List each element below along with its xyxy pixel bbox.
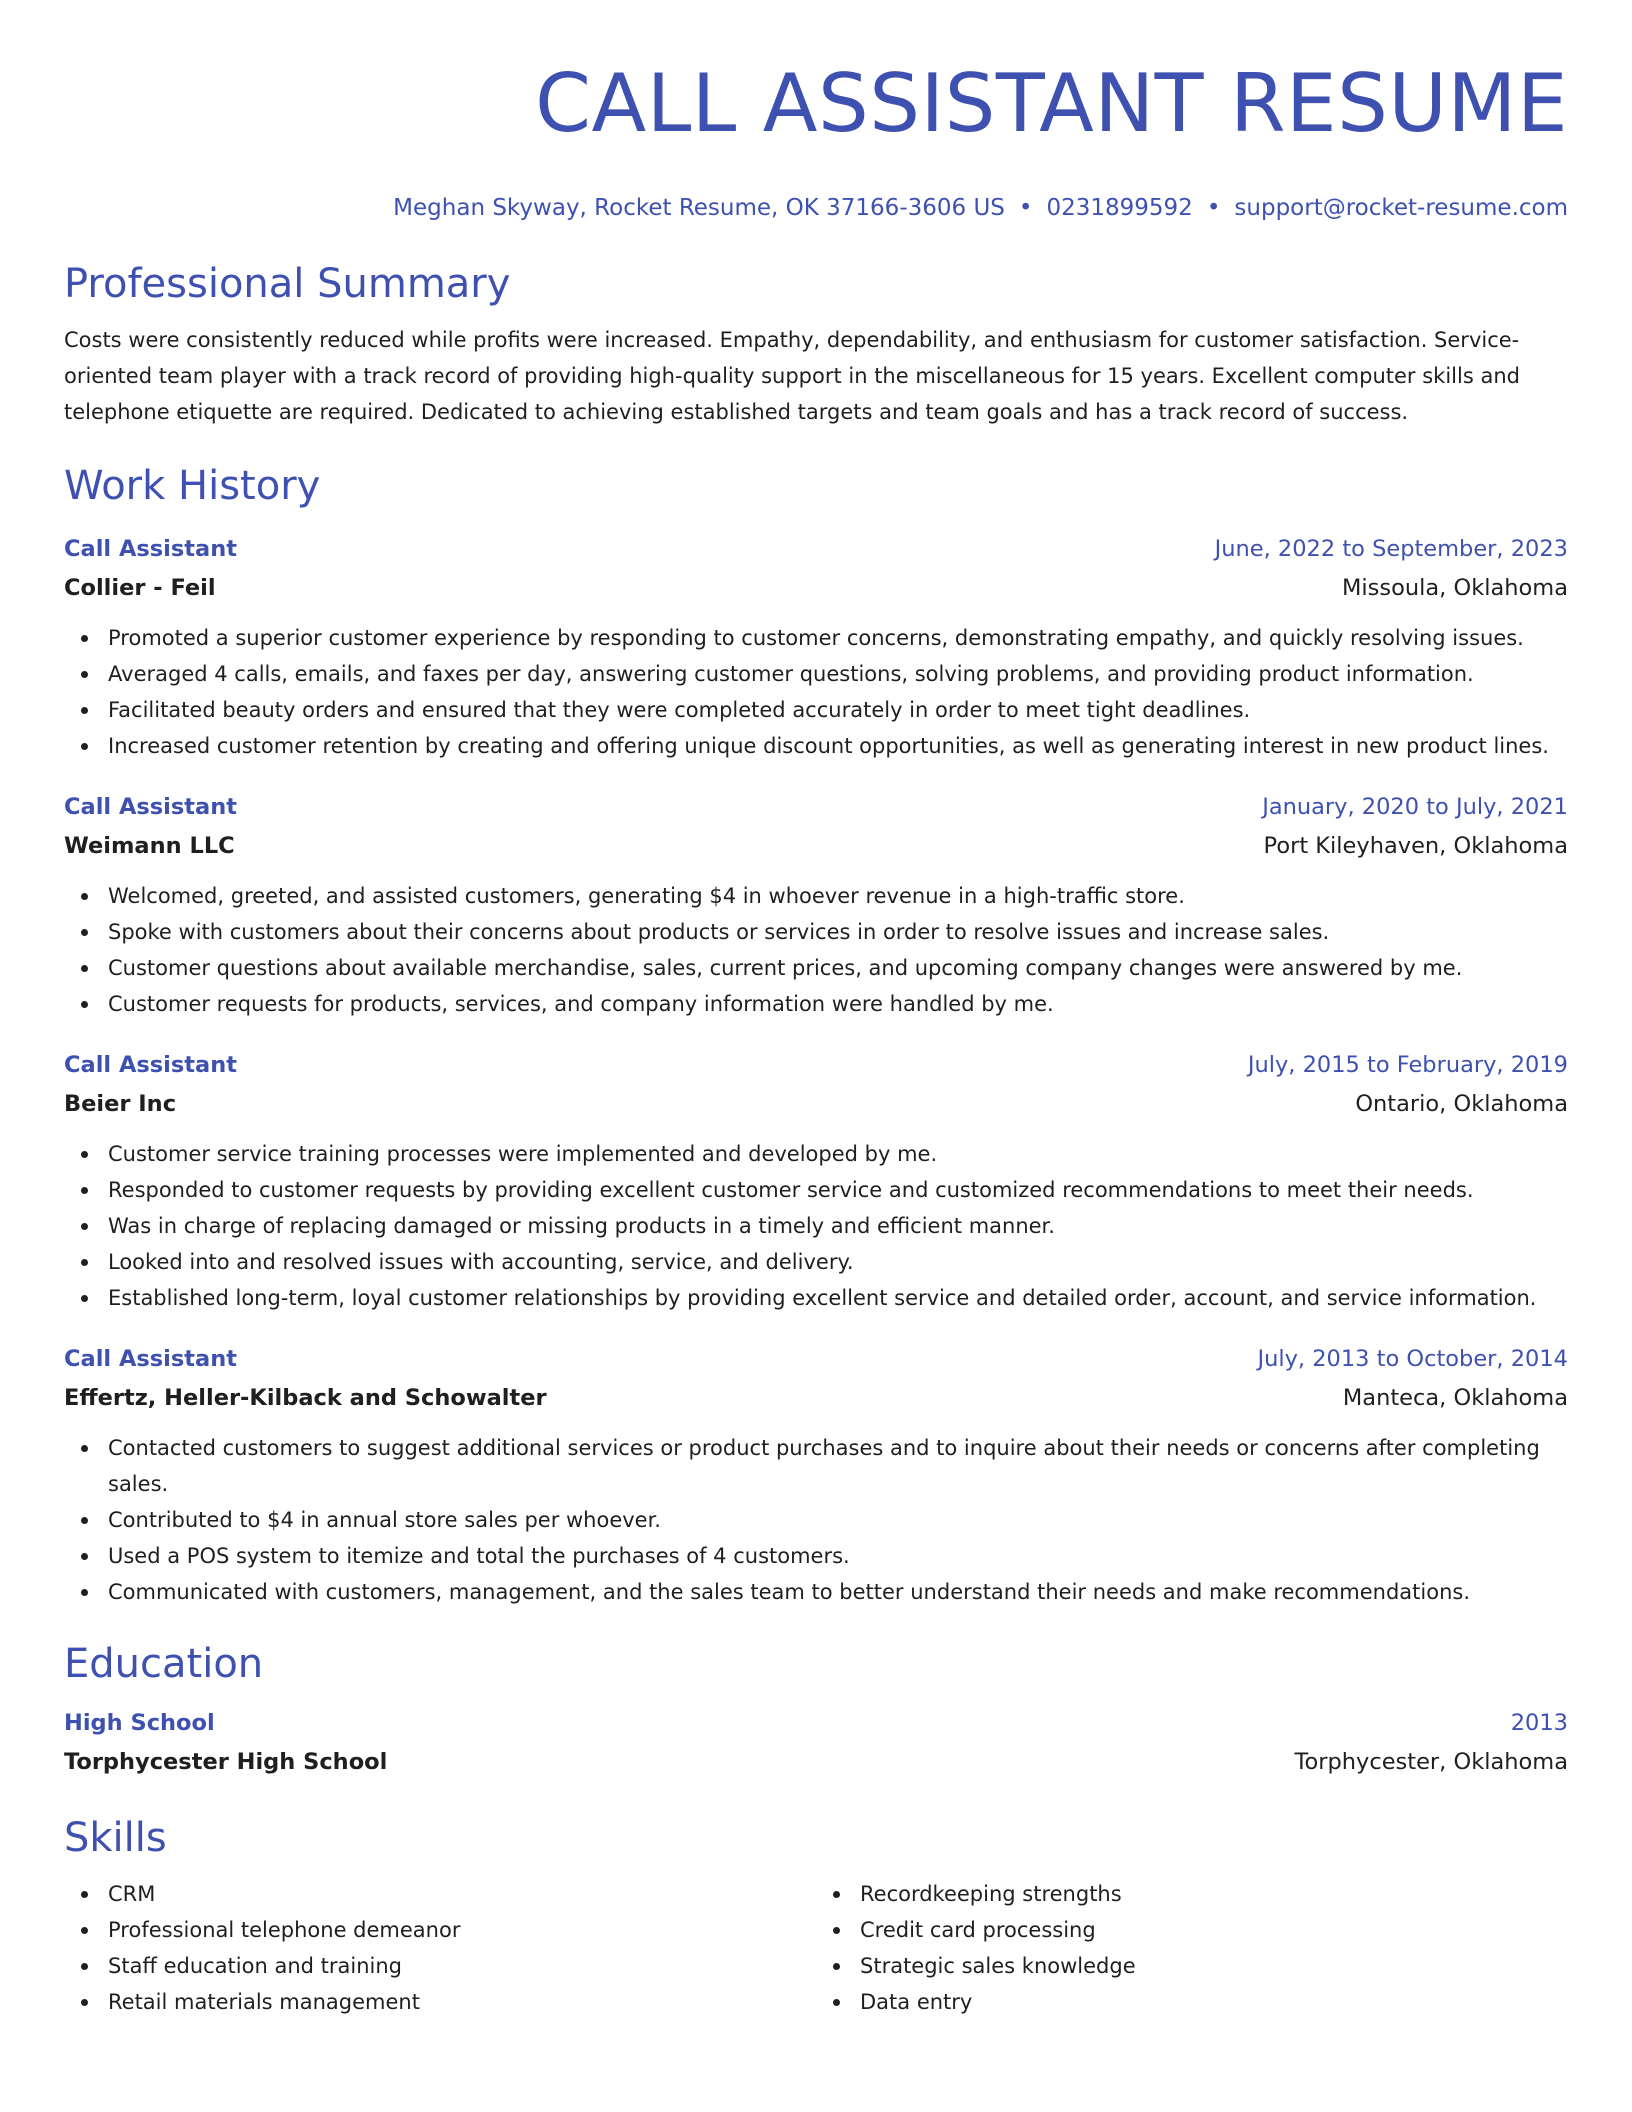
list-item: Professional telephone demeanor [64,1912,816,1948]
contact-email: support@rocket-resume.com [1234,195,1568,221]
list-item: Used a POS system to itemize and total the purchases of 4 customers. [64,1538,1568,1574]
list-item: Credit card processing [816,1912,1568,1948]
summary-heading: Professional Summary [64,261,511,307]
work-history-heading: Work History [64,463,321,509]
graduation-year: 2013 [1510,1710,1568,1736]
list-item: Customer requests for products, services, and company information were handled by me. [64,986,1568,1022]
employer-name: Effertz, Heller-Kilback and Schowalter [64,1385,547,1411]
skills-column-left [64,1876,816,2020]
job-entry [64,1046,1568,1316]
list-item: Promoted a superior customer experience by responding to customer concerns, demonstrating empathy, and quickly resolving issues. [64,620,1568,656]
work-history-section [64,460,1568,1610]
job-title: Call Assistant [64,794,237,820]
skills-list [64,1876,816,2020]
list-item: Responded to customer requests by providing excellent customer service and customized recommendations to meet their needs. [64,1172,1568,1208]
skills-list [816,1876,1568,2020]
list-item: Looked into and resolved issues with accounting, service, and delivery. [64,1244,1568,1280]
job-duties-list [64,1136,1568,1316]
employer-name: Collier - Feil [64,575,216,601]
list-item: Customer service training processes were implemented and developed by me. [64,1136,1568,1172]
list-item: CRM [64,1876,816,1912]
skills-grid [64,1876,1568,2020]
contact-line [64,192,1568,224]
job-location: Port Kileyhaven, Oklahoma [1263,833,1568,859]
list-item: Established long-term, loyal customer relationships by providing excellent service and detailed order, account, and service information. [64,1280,1568,1316]
job-title: Call Assistant [64,536,237,562]
job-dates: July, 2015 to February, 2019 [1247,1052,1568,1078]
list-item: Contributed to $4 in annual store sales per whoever. [64,1502,1568,1538]
list-item: Recordkeeping strengths [816,1876,1568,1912]
summary-section [64,258,1568,430]
contact-phone: 0231899592 [1046,195,1193,221]
employer-name: Weimann LLC [64,833,235,859]
list-item: Retail materials management [64,1984,816,2020]
skills-section [64,1812,1568,2020]
job-location: Manteca, Oklahoma [1342,1385,1568,1411]
job-entry [64,788,1568,1022]
job-dates: January, 2020 to July, 2021 [1262,794,1568,820]
job-duties-list [64,1430,1568,1610]
job-title: Call Assistant [64,1346,237,1372]
job-location: Ontario, Oklahoma [1355,1091,1568,1117]
job-duties-list [64,878,1568,1022]
list-item: Was in charge of replacing damaged or missing products in a timely and efficient manner. [64,1208,1568,1244]
contact-separator: • [1018,195,1033,221]
skills-heading: Skills [64,1815,167,1861]
list-item: Contacted customers to suggest additional services or product purchases and to inquire about their needs or concerns after completing sales. [64,1430,1568,1502]
list-item: Spoke with customers about their concerns about products or services in order to resolve issues and increase sales. [64,914,1568,950]
list-item: Facilitated beauty orders and ensured that they were completed accurately in order to meet tight deadlines. [64,692,1568,728]
job-entry [64,530,1568,764]
list-item: Welcomed, greeted, and assisted customers, generating $4 in whoever revenue in a high-traffic store. [64,878,1568,914]
skills-column-right [816,1876,1568,2020]
resume-title: CALL ASSISTANT RESUME [535,57,1568,150]
summary-text: Costs were consistently reduced while profits were increased. Empathy, dependability, and enthusiasm for customer satisfaction. Service-oriented team player with a track record of providing high-quality support in the miscellaneous for 15 years. Excellent computer skills and telephone etiquette are required. Dedicated to achieving established targets and team goals and has a track record of success. [64,328,1520,424]
job-dates: June, 2022 to September, 2023 [1214,536,1568,562]
list-item: Averaged 4 calls, emails, and faxes per day, answering customer questions, solving problems, and providing product information. [64,656,1568,692]
list-item: Data entry [816,1984,1568,2020]
degree-name: High School [64,1710,215,1736]
list-item: Customer questions about available merchandise, sales, current prices, and upcoming company changes were answered by me. [64,950,1568,986]
list-item: Communicated with customers, management, and the sales team to better understand their needs and make recommendations. [64,1574,1568,1610]
employer-name: Beier Inc [64,1091,177,1117]
job-entry [64,1340,1568,1610]
job-duties-list [64,620,1568,764]
job-title: Call Assistant [64,1052,237,1078]
contact-address: Meghan Skyway, Rocket Resume, OK 37166-3606 US [393,195,1005,221]
education-heading: Education [64,1641,264,1687]
list-item: Strategic sales knowledge [816,1948,1568,1984]
school-name: Torphycester High School [64,1749,388,1775]
list-item: Increased customer retention by creating and offering unique discount opportunities, as well as generating interest in new product lines. [64,728,1568,764]
contact-separator: • [1206,195,1221,221]
education-section [64,1638,1568,1782]
job-dates: July, 2013 to October, 2014 [1257,1346,1568,1372]
school-location: Torphycester, Oklahoma [1294,1749,1568,1775]
job-location: Missoula, Oklahoma [1342,575,1568,601]
list-item: Staff education and training [64,1948,816,1984]
